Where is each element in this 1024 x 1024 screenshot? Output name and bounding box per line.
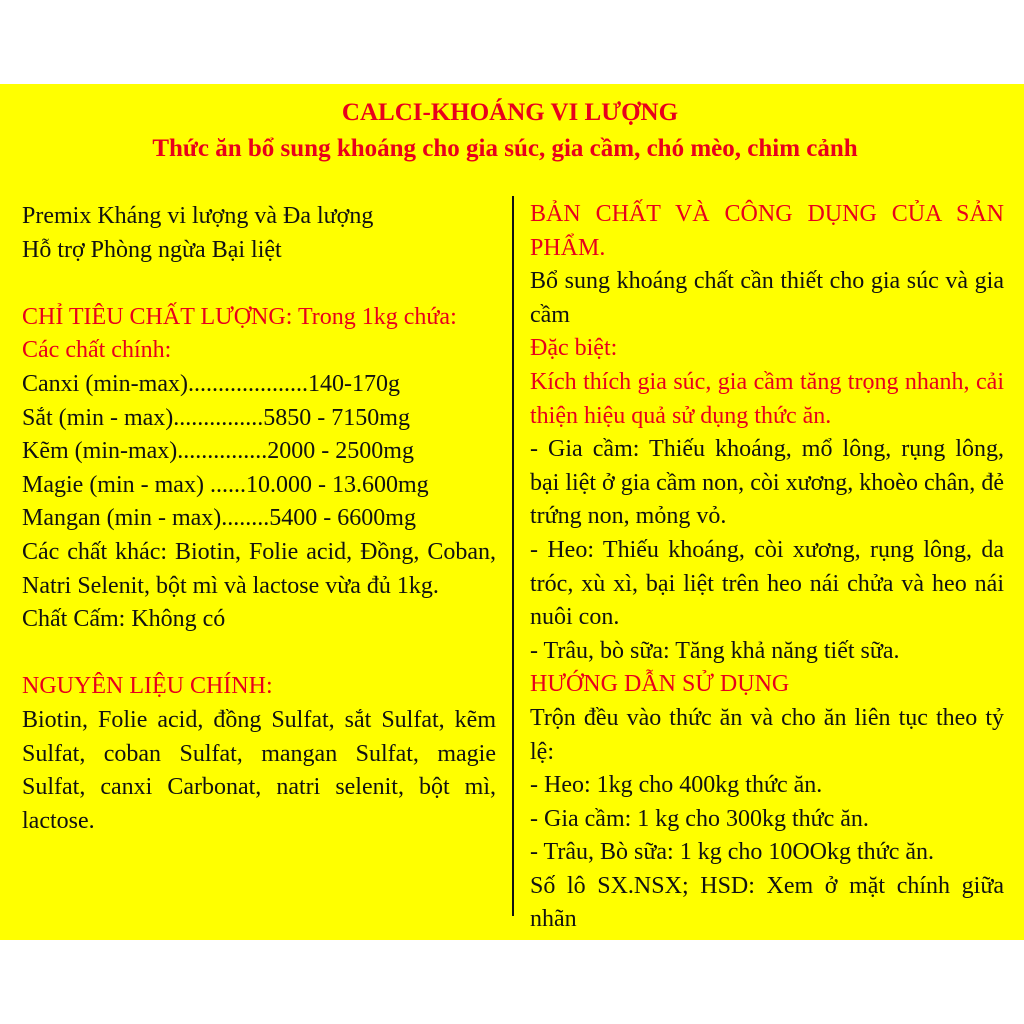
use-item: - Heo: Thiếu khoáng, còi xương, rụng lông, da tróc, xù xì, bại liệt trên heo nái chửa và heo nái nuôi con.	[530, 536, 1004, 631]
special-heading: Đặc biệt:	[530, 335, 618, 362]
special-text: Kích thích gia súc, gia cầm tăng trọng nhanh, cải thiện hiệu quả sử dụng thức ăn.	[530, 368, 1004, 429]
substance-line: Kẽm (min-max)...............2000 - 2500mg	[22, 438, 414, 465]
substance-line: Canxi (min-max)....................140-170g	[22, 370, 400, 397]
usage-heading: HƯỚNG DẪN SỬ DỤNG	[530, 671, 790, 698]
quality-heading: CHỈ TIÊU CHẤT LƯỢNG: Trong 1kg chứa:	[22, 303, 457, 330]
intro-line: Premix Kháng vi lượng và Đa lượng	[22, 203, 374, 229]
use-item: - Trâu, bò sữa: Tăng khả năng tiết sữa.	[530, 637, 900, 664]
lot-info: Số lô SX.NSX; HSD: Xem ở mặt chính giữa nhãn	[530, 872, 1004, 933]
ingredients-heading: NGUYÊN LIỆU CHÍNH:	[22, 673, 273, 700]
column-divider	[512, 196, 514, 916]
other-substances: Các chất khác: Biotin, Folie acid, Đồng, Coban, Natri Selenit, bột mì và lactose vừa đủ 1kg.	[22, 538, 496, 599]
left-column	[22, 200, 496, 838]
dosage-line: - Trâu, Bò sữa: 1 kg cho 10OOkg thức ăn.	[530, 839, 934, 866]
intro-line: Hỗ trợ Phòng ngừa Bại liệt	[22, 236, 282, 263]
nature-heading: BẢN CHẤT VÀ CÔNG DỤNG CỦA SẢN PHẨM.	[530, 201, 1004, 261]
substance-line: Magie (min - max) ......10.000 - 13.600mg	[22, 471, 429, 498]
substance-line: Mangan (min - max)........5400 - 6600mg	[22, 505, 416, 532]
dosage-line: - Heo: 1kg cho 400kg thức ăn.	[530, 772, 823, 799]
substance-line: Sắt (min - max)...............5850 - 7150mg	[22, 404, 410, 431]
right-column	[530, 198, 1004, 937]
main-substances-heading: Các chất chính:	[22, 337, 172, 364]
banned-substances: Chất Cấm: Không có	[22, 606, 226, 633]
nature-text: Bổ sung khoáng chất cần thiết cho gia súc và gia cầm	[530, 268, 1004, 328]
product-subtitle: Thức ăn bổ sung khoáng cho gia súc, gia cầm, chó mèo, chim cảnh	[152, 135, 858, 162]
product-title: CALCI-KHOÁNG VI LƯỢNG	[341, 99, 679, 126]
use-item: - Gia cầm: Thiếu khoáng, mổ lông, rụng lông, bại liệt ở gia cầm non, còi xương, khoèo chân, đẻ trứng non, mỏng vỏ.	[530, 436, 1004, 530]
usage-text: Trộn đều vào thức ăn và cho ăn liên tục theo tỷ lệ:	[530, 704, 1004, 765]
dosage-line: - Gia cầm: 1 kg cho 300kg thức ăn.	[530, 805, 869, 832]
ingredients-text: Biotin, Folie acid, đồng Sulfat, sắt Sulfat, kẽm Sulfat, coban Sulfat, mangan Sulfat, magie Sulfat, canxi Carbonat, natri selenit, bột mì, lactose.	[22, 706, 496, 834]
